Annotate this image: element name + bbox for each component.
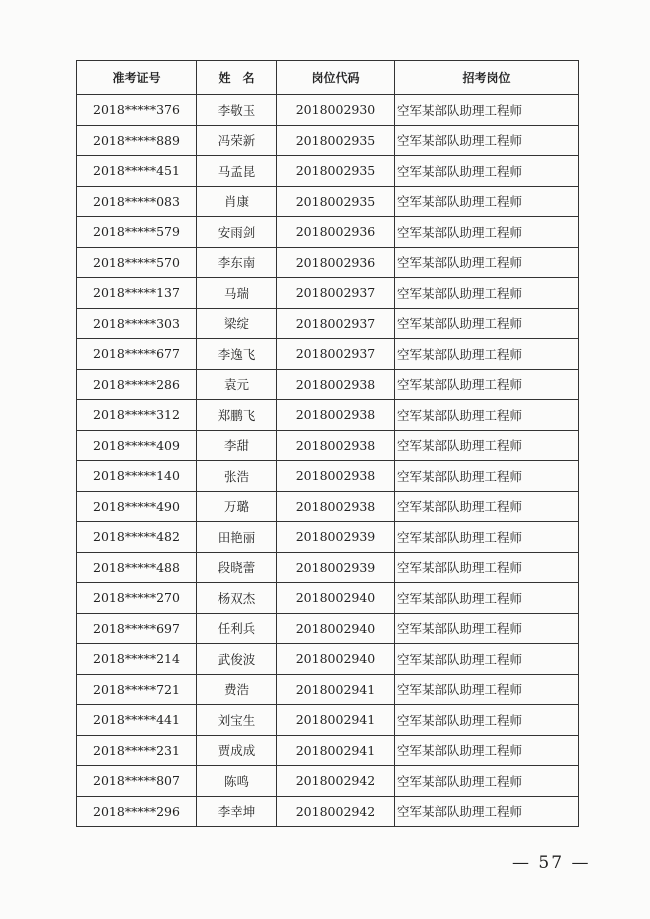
cell-exam-id: 2018*****303	[77, 308, 197, 339]
cell-exam-id: 2018*****482	[77, 522, 197, 553]
cell-post-code: 2018002938	[277, 461, 395, 492]
cell-exam-id: 2018*****451	[77, 156, 197, 187]
cell-post-title: 空军某部队助理工程师	[395, 796, 579, 827]
cell-post-code: 2018002936	[277, 217, 395, 248]
header-post-title: 招考岗位	[395, 61, 579, 95]
cell-name: 张浩	[197, 461, 277, 492]
cell-exam-id: 2018*****296	[77, 796, 197, 827]
cell-exam-id: 2018*****312	[77, 400, 197, 431]
cell-name: 李敬玉	[197, 95, 277, 126]
cell-exam-id: 2018*****376	[77, 95, 197, 126]
cell-post-code: 2018002938	[277, 491, 395, 522]
table-row	[77, 461, 579, 492]
cell-exam-id: 2018*****140	[77, 461, 197, 492]
table-row	[77, 522, 579, 553]
table-row	[77, 613, 579, 644]
table-row	[77, 552, 579, 583]
cell-post-code: 2018002938	[277, 430, 395, 461]
cell-post-title: 空军某部队助理工程师	[395, 156, 579, 187]
cell-exam-id: 2018*****409	[77, 430, 197, 461]
cell-exam-id: 2018*****807	[77, 766, 197, 797]
table-row	[77, 308, 579, 339]
cell-exam-id: 2018*****488	[77, 552, 197, 583]
table-header-row	[77, 61, 579, 95]
table-row	[77, 583, 579, 614]
cell-post-title: 空军某部队助理工程师	[395, 583, 579, 614]
cell-name: 任利兵	[197, 613, 277, 644]
cell-name: 李幸坤	[197, 796, 277, 827]
table-row	[77, 339, 579, 370]
cell-exam-id: 2018*****231	[77, 735, 197, 766]
cell-post-title: 空军某部队助理工程师	[395, 186, 579, 217]
cell-post-title: 空军某部队助理工程师	[395, 552, 579, 583]
cell-exam-id: 2018*****889	[77, 125, 197, 156]
table-row	[77, 156, 579, 187]
cell-post-code: 2018002941	[277, 674, 395, 705]
cell-post-title: 空军某部队助理工程师	[395, 278, 579, 309]
cell-exam-id: 2018*****579	[77, 217, 197, 248]
cell-post-title: 空军某部队助理工程师	[395, 430, 579, 461]
table-row	[77, 217, 579, 248]
cell-exam-id: 2018*****441	[77, 705, 197, 736]
cell-post-code: 2018002937	[277, 278, 395, 309]
cell-name: 刘宝生	[197, 705, 277, 736]
cell-name: 袁元	[197, 369, 277, 400]
cell-post-code: 2018002940	[277, 583, 395, 614]
cell-post-code: 2018002936	[277, 247, 395, 278]
cell-name: 田艳丽	[197, 522, 277, 553]
cell-exam-id: 2018*****570	[77, 247, 197, 278]
cell-post-code: 2018002942	[277, 796, 395, 827]
cell-post-title: 空军某部队助理工程师	[395, 95, 579, 126]
table-row	[77, 705, 579, 736]
cell-post-title: 空军某部队助理工程师	[395, 705, 579, 736]
cell-post-title: 空军某部队助理工程师	[395, 125, 579, 156]
cell-name: 李东南	[197, 247, 277, 278]
cell-post-title: 空军某部队助理工程师	[395, 491, 579, 522]
table-row	[77, 735, 579, 766]
cell-post-code: 2018002938	[277, 369, 395, 400]
header-post-code: 岗位代码	[277, 61, 395, 95]
cell-post-title: 空军某部队助理工程师	[395, 735, 579, 766]
roster-table	[76, 60, 579, 827]
table-row	[77, 644, 579, 675]
cell-post-title: 空军某部队助理工程师	[395, 522, 579, 553]
table-row	[77, 369, 579, 400]
cell-post-title: 空军某部队助理工程师	[395, 644, 579, 675]
cell-post-title: 空军某部队助理工程师	[395, 400, 579, 431]
header-exam-id: 准考证号	[77, 61, 197, 95]
table-row	[77, 491, 579, 522]
table-row	[77, 125, 579, 156]
cell-exam-id: 2018*****214	[77, 644, 197, 675]
cell-exam-id: 2018*****270	[77, 583, 197, 614]
cell-post-code: 2018002937	[277, 339, 395, 370]
cell-post-title: 空军某部队助理工程师	[395, 217, 579, 248]
cell-exam-id: 2018*****083	[77, 186, 197, 217]
table-body	[77, 95, 579, 827]
cell-exam-id: 2018*****490	[77, 491, 197, 522]
cell-post-code: 2018002940	[277, 644, 395, 675]
cell-name: 杨双杰	[197, 583, 277, 614]
cell-post-code: 2018002942	[277, 766, 395, 797]
table-row	[77, 247, 579, 278]
cell-name: 安雨剑	[197, 217, 277, 248]
cell-name: 李甜	[197, 430, 277, 461]
cell-post-code: 2018002935	[277, 186, 395, 217]
cell-post-title: 空军某部队助理工程师	[395, 247, 579, 278]
cell-name: 肖康	[197, 186, 277, 217]
table-row	[77, 796, 579, 827]
cell-name: 陈鸣	[197, 766, 277, 797]
cell-name: 梁绽	[197, 308, 277, 339]
cell-post-title: 空军某部队助理工程师	[395, 339, 579, 370]
table-row	[77, 95, 579, 126]
header-name: 姓 名	[197, 61, 277, 95]
cell-post-title: 空军某部队助理工程师	[395, 369, 579, 400]
cell-name: 马瑞	[197, 278, 277, 309]
table-row	[77, 400, 579, 431]
cell-name: 万璐	[197, 491, 277, 522]
cell-name: 马孟昆	[197, 156, 277, 187]
cell-exam-id: 2018*****697	[77, 613, 197, 644]
cell-post-title: 空军某部队助理工程师	[395, 461, 579, 492]
cell-name: 李逸飞	[197, 339, 277, 370]
cell-post-code: 2018002941	[277, 735, 395, 766]
cell-post-code: 2018002930	[277, 95, 395, 126]
table-row	[77, 278, 579, 309]
cell-post-title: 空军某部队助理工程师	[395, 308, 579, 339]
cell-post-code: 2018002937	[277, 308, 395, 339]
cell-exam-id: 2018*****137	[77, 278, 197, 309]
cell-name: 贾成成	[197, 735, 277, 766]
cell-name: 郑鹏飞	[197, 400, 277, 431]
cell-post-title: 空军某部队助理工程师	[395, 674, 579, 705]
cell-name: 冯荣新	[197, 125, 277, 156]
cell-name: 武俊波	[197, 644, 277, 675]
cell-name: 费浩	[197, 674, 277, 705]
cell-post-code: 2018002941	[277, 705, 395, 736]
cell-post-code: 2018002940	[277, 613, 395, 644]
table-row	[77, 430, 579, 461]
cell-exam-id: 2018*****677	[77, 339, 197, 370]
cell-exam-id: 2018*****286	[77, 369, 197, 400]
cell-post-code: 2018002939	[277, 552, 395, 583]
cell-post-code: 2018002935	[277, 125, 395, 156]
table-row	[77, 674, 579, 705]
cell-exam-id: 2018*****721	[77, 674, 197, 705]
page-number: — 57 —	[512, 853, 591, 873]
table-row	[77, 766, 579, 797]
cell-post-code: 2018002939	[277, 522, 395, 553]
cell-post-title: 空军某部队助理工程师	[395, 613, 579, 644]
cell-name: 段晓蕾	[197, 552, 277, 583]
table-row	[77, 186, 579, 217]
cell-post-title: 空军某部队助理工程师	[395, 766, 579, 797]
cell-post-code: 2018002938	[277, 400, 395, 431]
cell-post-code: 2018002935	[277, 156, 395, 187]
